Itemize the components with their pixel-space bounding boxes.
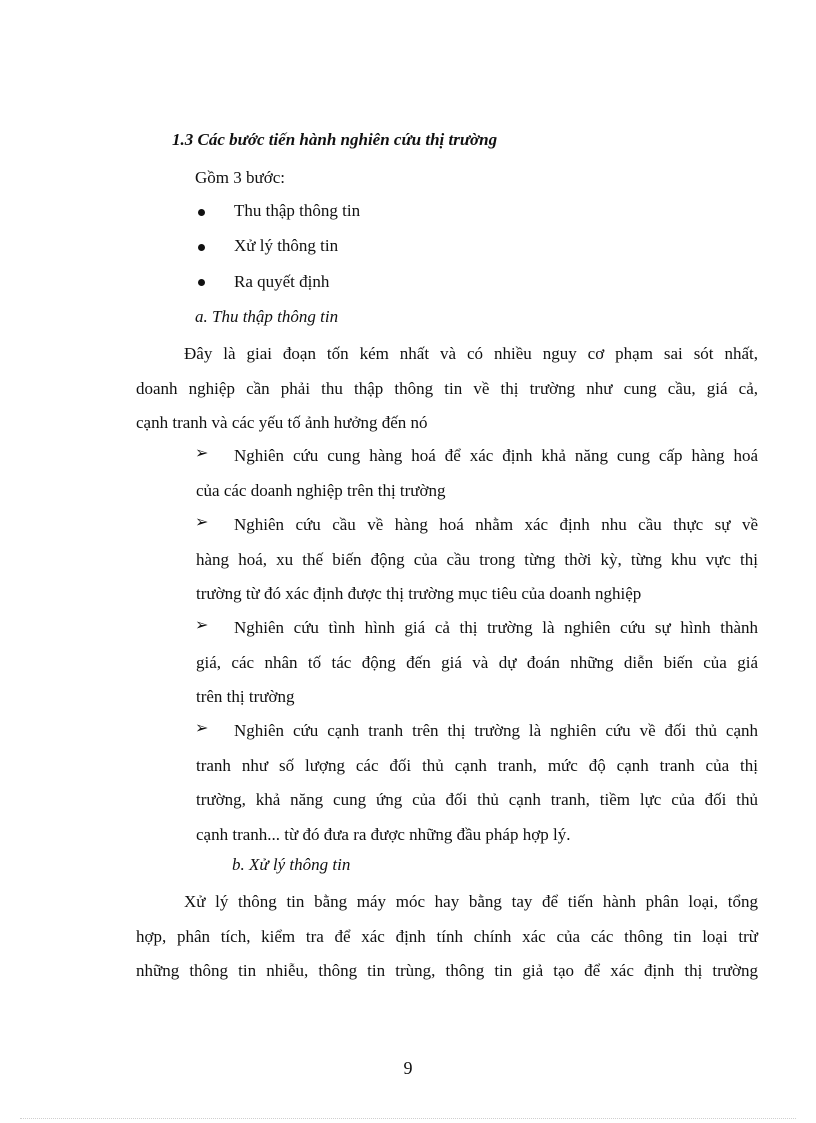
arrow-bullet-icon: ➢ — [195, 615, 209, 634]
step-item: Xử lý thông tin — [234, 236, 339, 255]
bullet-icon — [198, 279, 205, 286]
steps-intro: Gồm 3 bước: — [195, 168, 285, 187]
item-line: trên thị trường — [196, 687, 295, 706]
item-line: Nghiên cứu tình hình giá cả thị trường là nghiên cứu sự hình thành — [234, 618, 758, 637]
section-b-paragraph — [136, 885, 758, 989]
bullet-icon — [198, 244, 205, 251]
arrow-bullet-icon: ➢ — [195, 512, 209, 531]
item-line: giá, các nhân tố tác động đến giá và dự đoán những diễn biến của giá — [196, 652, 758, 672]
item-line: trường từ đó xác định được thị trường mục tiêu của doanh nghiệp — [196, 584, 642, 603]
paragraph-line: Đây là giai đoạn tốn kém nhất và có nhiều nguy cơ phạm sai sót nhất, — [184, 344, 758, 363]
paragraph-line: cạnh tranh và các yếu tố ảnh hưởng đến nó — [136, 413, 428, 432]
item-line: trường, khả năng cung ứng của đối thủ cạnh tranh, tiềm lực của đối thủ — [196, 790, 758, 809]
research-item — [196, 508, 758, 612]
item-line: cạnh tranh... từ đó đưa ra được những đầu pháp hợp lý. — [196, 824, 571, 844]
item-line: của các doanh nghiệp trên thị trường — [196, 480, 446, 500]
paragraph-line: doanh nghiệp cần phải thu thập thông tin về thị trường như cung cầu, giá cả, — [136, 378, 758, 398]
subsection-b-title: b. Xử lý thông tin — [232, 855, 351, 874]
bullet-icon — [198, 209, 205, 216]
arrow-bullet-icon: ➢ — [195, 718, 209, 737]
section-a-paragraph — [136, 337, 758, 441]
research-item — [196, 439, 758, 508]
section-heading: 1.3 Các bước tiến hành nghiên cứu thị trường — [172, 130, 498, 149]
paragraph-line: những thông tin nhiễu, thông tin trùng, thông tin giả tạo để xác định thị trường — [136, 961, 758, 980]
item-line: Nghiên cứu cạnh tranh trên thị trường là nghiên cứu về đối thủ cạnh — [234, 721, 758, 740]
paragraph-line: Xử lý thông tin bằng máy móc hay bằng tay để tiến hành phân loại, tổng — [184, 892, 758, 911]
page-bottom-border — [20, 1118, 796, 1119]
item-line: Nghiên cứu cầu về hàng hoá nhằm xác định nhu cầu thực sự về — [234, 515, 758, 534]
page-number: 9 — [403, 1058, 413, 1078]
subsection-a-title: a. Thu thập thông tin — [195, 307, 339, 326]
research-item — [196, 611, 758, 715]
step-item: Ra quyết định — [234, 272, 330, 291]
step-item: Thu thập thông tin — [234, 201, 361, 220]
item-line: tranh như số lượng các đối thủ cạnh tranh, mức độ cạnh tranh của thị — [196, 755, 758, 775]
paragraph-line: hợp, phân tích, kiểm tra để xác định tính chính xác của các thông tin loại trừ — [136, 926, 758, 946]
item-line: hàng hoá, xu thế biến động của cầu trong từng thời kỳ, từng khu vực thị — [196, 549, 758, 569]
research-item — [196, 714, 758, 852]
item-line: Nghiên cứu cung hàng hoá để xác định khả năng cung cấp hàng hoá — [234, 446, 758, 465]
arrow-bullet-icon: ➢ — [195, 443, 209, 462]
